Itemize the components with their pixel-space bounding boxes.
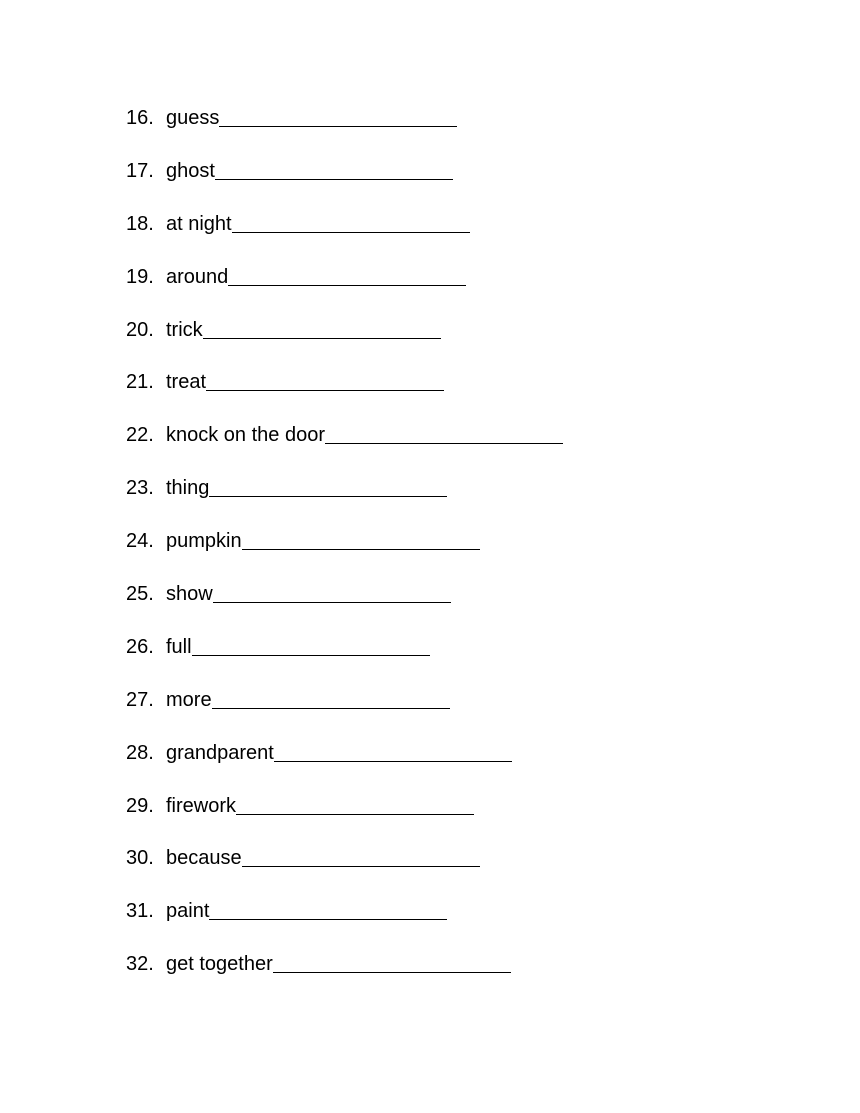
answer-blank[interactable] [236, 792, 474, 815]
answer-blank[interactable] [209, 474, 447, 497]
list-item [126, 844, 563, 897]
item-number: 28. [126, 741, 154, 764]
answer-blank[interactable] [228, 263, 466, 286]
list-item [126, 157, 563, 210]
list-item [126, 686, 563, 739]
item-term: pumpkin [166, 530, 242, 553]
item-term: ghost [166, 159, 215, 182]
item-number: 26. [126, 635, 154, 658]
vocabulary-list [126, 104, 563, 1003]
item-number: 32. [126, 953, 154, 976]
list-item [126, 792, 563, 845]
item-term: because [166, 847, 242, 870]
list-item [126, 580, 563, 633]
item-number: 22. [126, 424, 154, 447]
answer-blank[interactable] [215, 157, 453, 180]
item-number: 18. [126, 212, 154, 235]
answer-blank[interactable] [212, 686, 450, 709]
answer-blank[interactable] [242, 844, 480, 867]
answer-blank[interactable] [203, 316, 441, 339]
item-number: 21. [126, 371, 154, 394]
answer-blank[interactable] [192, 633, 430, 656]
item-term: firework [166, 794, 237, 817]
item-term: show [166, 583, 213, 606]
list-item [126, 950, 563, 1003]
item-number: 17. [126, 159, 154, 182]
list-item [126, 210, 563, 263]
answer-blank[interactable] [213, 580, 451, 603]
item-term: paint [166, 900, 210, 923]
list-item [126, 421, 563, 474]
item-number: 31. [126, 900, 154, 923]
list-item [126, 104, 563, 157]
item-term: thing [166, 477, 210, 500]
item-number: 16. [126, 107, 154, 129]
item-number: 24. [126, 530, 154, 553]
answer-blank[interactable] [219, 104, 457, 127]
item-term: around [166, 265, 229, 288]
item-term: trick [166, 318, 203, 341]
list-item [126, 633, 563, 686]
list-item [126, 897, 563, 950]
answer-blank[interactable] [209, 897, 447, 920]
item-term: get together [166, 953, 273, 976]
item-number: 29. [126, 794, 154, 817]
item-number: 20. [126, 318, 154, 341]
answer-blank[interactable] [232, 210, 470, 233]
list-item [126, 739, 563, 792]
list-item [126, 474, 563, 527]
answer-blank[interactable] [206, 368, 444, 391]
list-item [126, 263, 563, 316]
item-number: 25. [126, 583, 154, 606]
item-term: at night [166, 212, 232, 235]
item-term: more [166, 688, 212, 711]
item-number: 30. [126, 847, 154, 870]
item-term: treat [166, 371, 207, 394]
answer-blank[interactable] [242, 527, 480, 550]
answer-blank[interactable] [273, 950, 511, 973]
item-number: 27. [126, 688, 154, 711]
item-number: 23. [126, 477, 154, 500]
list-item [126, 316, 563, 369]
answer-blank[interactable] [325, 421, 563, 444]
list-item [126, 527, 563, 580]
answer-blank[interactable] [274, 739, 512, 762]
list-item [126, 368, 563, 421]
item-term: grandparent [166, 741, 274, 764]
item-number: 19. [126, 265, 154, 288]
item-term: knock on the door [166, 424, 325, 447]
item-term: full [166, 635, 192, 658]
item-term: guess [166, 107, 220, 129]
